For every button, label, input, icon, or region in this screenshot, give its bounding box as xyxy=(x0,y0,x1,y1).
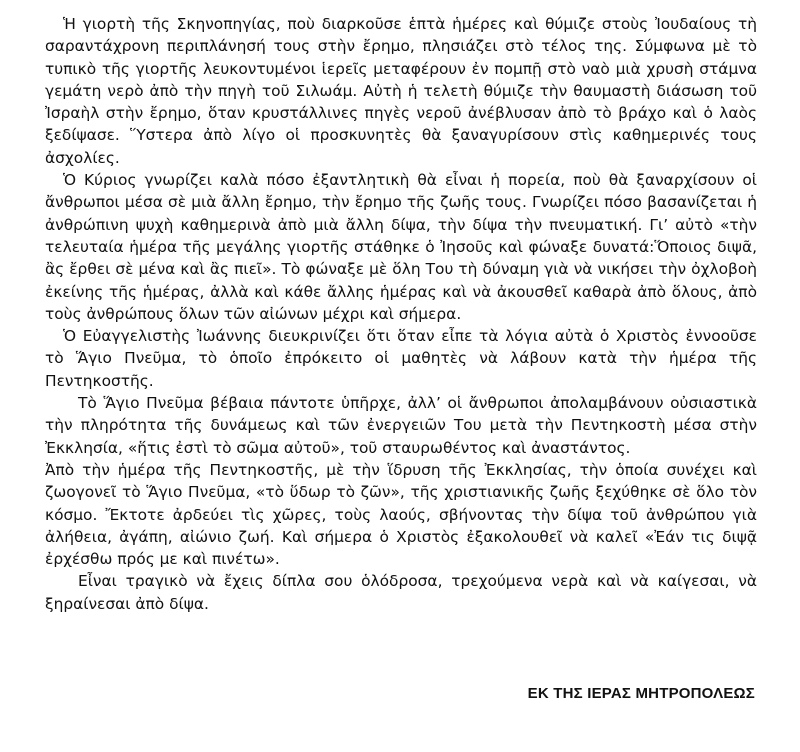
paragraph-5-text: Ἀπὸ τὴν ἡμέρα τῆς Πεντηκοστῆς, μὲ τὴν ἵδρυση τῆς Ἐκκλησίας, τὴν ὁποία συνέχει καὶ ζωογονεῖ τὸ Ἅγιο Πνεῦμα, «τὸ ὕδωρ τὸ ζῶν», τῆς χριστιανικῆς ζωῆς ξεχύθηκε σὲ ὅλο τὸν κόσμο. Ἔκτοτε ἀρδεύει τὶς χῶρες, τοὺς λαούς, σβήνοντας τὴν δίψα τοῦ ἀνθρώπου γιὰ ἀλήθεια, ἀγάπη, αἰώνιο ζωή. Καὶ σήμερα ὁ Χριστὸς ἐξακολουθεῖ νὰ καλεῖ «Ἐάν τις διψᾷ ἐρχέσθω πρός με καὶ πινέτω». xyxy=(45,460,757,569)
paragraph-2-text: Ὁ Κύριος γνωρίζει καλὰ πόσο ἐξαντλητικὴ θὰ εἶναι ἡ πορεία, ποὺ θὰ ξαναρχίσουν οἱ ἄνθρωποι μέσα σὲ μιὰ ἄλλη ἔρημο, τὴν ἔρημο τῆς ζωῆς τους. Γνωρίζει πόσο βασανίζεται ἡ ἀνθρώπινη ψυχὴ καθημερινὰ ἀπὸ μιὰ ἄλλη δίψα, τὴν δίψα τὴν πνευματική. Γι’ αὐτὸ «τὴν τελευταία ἡμέρα τῆς μεγάλης γιορτῆς στάθηκε ὁ Ἰησοῦς καὶ φώναξε δυνατά:Ὅποιος διψᾶ, ἂς ἔρθει σὲ μένα καὶ ἂς πιεῖ». Τὸ φώναξε μὲ ὅλη Του τὴ δύναμη γιὰ νὰ νικήσει τὴν ὀχλοβοὴ ἐκείνης τῆς ἡμέρας, ἀλλὰ καὶ κάθε ἄλλης ἡμέρας καὶ νὰ ἀκουσθεῖ καθαρὰ ἀπὸ ὅλους, ἀπὸ τοὺς ἀνθρώπους ὅλων τῶν αἰώνων μέχρι καὶ σήμερα. xyxy=(45,171,757,323)
article-body xyxy=(45,13,757,615)
signature: ΕΚ ΤΗΣ ΙΕΡΑΣ ΜΗΤΡΟΠΟΛΕΩΣ xyxy=(527,685,755,702)
paragraph-4-text: Τὸ Ἅγιο Πνεῦμα βέβαια πάντοτε ὑπῆρχε, ἀλλ’ οἱ ἄνθρωποι ἀπολαμβάνουν οὐσιαστικὰ τὴν πληρότητα τῆς δυνάμεως καὶ τῶν ἐνεργειῶν Του μετὰ τὴν Πεντηκοστὴ μέσα στὴν Ἐκκλησία, «ἥτις ἐστὶ τὸ σῶμα αὐτοῦ», τοῦ σταυρωθέντος καὶ ἀναστάντος. xyxy=(45,394,757,457)
paragraph-1-text: Ἡ γιορτὴ τῆς Σκηνοπηγίας, ποὺ διαρκοῦσε ἑπτὰ ἡμέρες καὶ θύμιζε στοὺς Ἰουδαίους τὴ σαραντάχρονη περιπλάνησή τους στὴν ἔρημο, πλησιάζει στὸ τέλος της. Σύμφωνα μὲ τὸ τυπικὸ τῆς γιορτῆς λευκοντυμένοι ἱερεῖς μεταφέρουν ἐν πομπῇ στὸ ναὸ μιὰ χρυσὴ στάμνα γεμάτη νερὸ ἀπὸ τὴν πηγὴ τοῦ Σιλωάμ. Αὐτὴ ἡ τελετὴ θύμιζε τὴν θαυμαστὴ διάσωση τοῦ Ἰσραὴλ στὴν ἔρημο, ὅταν κρυστάλλινες πηγὲς νεροῦ ἀνέβλυσαν ἀπὸ τὸ βράχο καὶ ὁ λαὸς ξεδίψασε. Ὕστερα ἀπὸ λίγο οἱ προσκυνητὲς θὰ ξαναγυρίσουν στὶς καθημερινές τους ἀσχολίες. xyxy=(45,15,757,167)
paragraph-6-text: Εἶναι τραγικὸ νὰ ἔχεις δίπλα σου ὁλόδροσα, τρεχούμενα νερὰ καὶ νὰ καίγεσαι, νὰ ξηραίνεσαι ἀπὸ δίψα. xyxy=(45,572,757,613)
paragraph-3 xyxy=(45,325,757,392)
paragraph-2 xyxy=(45,169,757,325)
paragraph-3-text: Ὁ Εὐαγγελιστὴς Ἰωάννης διευκρινίζει ὅτι ὅταν εἶπε τὰ λόγια αὐτὰ ὁ Χριστὸς ἐννοοῦσε τὸ Ἅγιο Πνεῦμα, τὸ ὁποῖο ἐπρόκειτο οἱ μαθητὲς νὰ λάβουν κατὰ τὴν ἡμέρα τῆς Πεντηκοστῆς. xyxy=(45,327,757,390)
paragraph-5 xyxy=(45,459,757,570)
paragraph-6 xyxy=(45,570,757,615)
paragraph-1 xyxy=(45,13,757,169)
paragraph-4 xyxy=(45,392,757,459)
